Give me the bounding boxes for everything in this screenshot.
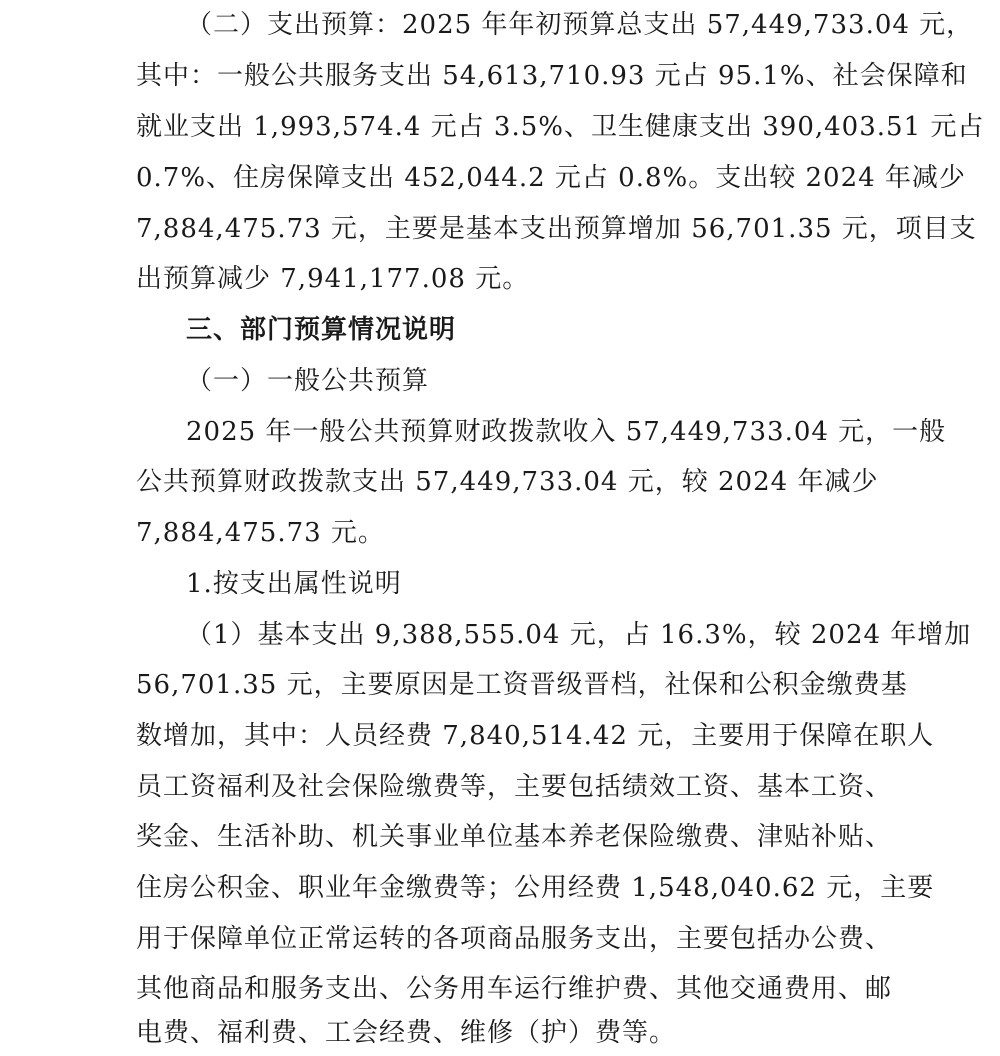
para-basic-expenditure-line-4: 员工资福利及社会保险缴费等，主要包括绩效工资、基本工资、 — [136, 772, 893, 802]
para-basic-expenditure-line-8: 其他商品和服务支出、公务用车运行维护费、其他交通费用、邮 — [136, 974, 893, 1004]
para-expenditure-line-6: 出预算减少 7,941,177.08 元。 — [136, 264, 530, 294]
subsection-heading-by-attribute: 1.按支出属性说明 — [186, 569, 402, 599]
para-basic-expenditure-line-9: 电费、福利费、工会经费、维修（护）费等。 — [136, 1018, 677, 1048]
para-general-budget-line-1: 2025 年一般公共预算财政拨款收入 57,449,733.04 元，一般 — [186, 417, 947, 447]
para-basic-expenditure-line-2: 56,701.35 元，主要原因是工资晋级晋档，社保和公积金缴费基 — [136, 670, 908, 700]
para-expenditure-line-2: 其中：一般公共服务支出 54,613,710.93 元占 95.1%、社会保障和 — [136, 61, 968, 91]
para-expenditure-line-4: 0.7%、住房保障支出 452,044.2 元占 0.8%。支出较 2024 年减少 — [136, 163, 966, 193]
para-general-budget-line-3: 7,884,475.73 元。 — [136, 518, 385, 548]
para-basic-expenditure-line-7: 用于保障单位正常运转的各项商品服务支出，主要包括办公费、 — [136, 924, 893, 954]
para-expenditure-line-1: （二）支出预算：2025 年年初预算总支出 57,449,733.04 元， — [186, 10, 974, 40]
para-basic-expenditure-line-3: 数增加，其中：人员经费 7,840,514.42 元，主要用于保障在职人 — [136, 721, 935, 751]
section-heading-3: 三、部门预算情况说明 — [186, 315, 457, 345]
para-basic-expenditure-line-1: （1）基本支出 9,388,555.04 元，占 16.3%，较 2024 年增加 — [186, 620, 972, 650]
para-expenditure-line-5: 7,884,475.73 元，主要是基本支出预算增加 56,701.35 元，项目支 — [136, 214, 977, 244]
subsection-heading-general-budget: （一）一般公共预算 — [186, 366, 430, 396]
para-basic-expenditure-line-6: 住房公积金、职业年金缴费等；公用经费 1,548,040.62 元，主要 — [136, 873, 935, 903]
para-general-budget-line-2: 公共预算财政拨款支出 57,449,733.04 元，较 2024 年减少 — [136, 467, 879, 497]
para-basic-expenditure-line-5: 奖金、生活补助、机关事业单位基本养老保险缴费、津贴补贴、 — [136, 822, 893, 852]
para-expenditure-line-3: 就业支出 1,993,574.4 元占 3.5%、卫生健康支出 390,403.51 元占 — [136, 112, 985, 142]
